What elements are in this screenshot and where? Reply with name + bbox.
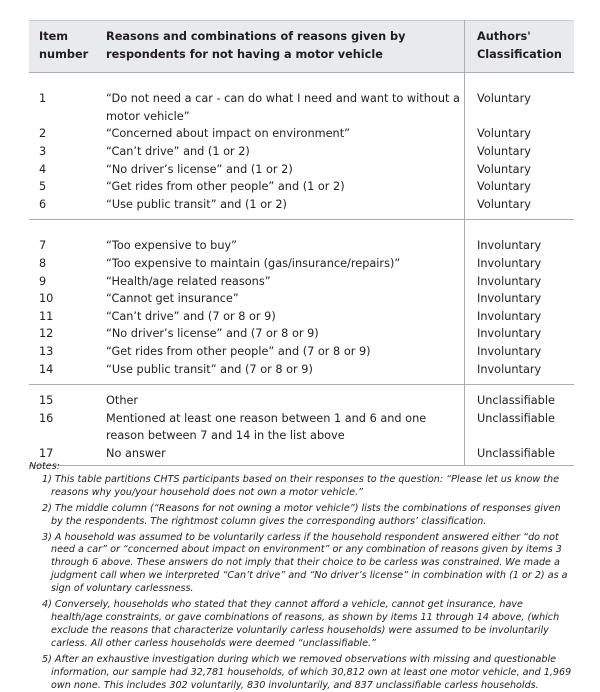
reason-cell: “Use public transit” and (1 or 2) [104,196,465,220]
item-number-cell: 13 [39,344,54,358]
table-row [29,361,574,385]
classification-cell: Involuntary [477,309,542,323]
item-number-cell: 15 [39,394,54,408]
classification-cell: Voluntary [477,180,531,194]
header-item-number: Item number [39,30,89,61]
item-number-cell: 8 [39,256,47,270]
item-number-cell: 16 [39,411,54,425]
table-row [29,178,574,196]
item-number-cell: 11 [39,309,54,323]
reason-cell: “Get rides from other people” and (1 or 2) [104,178,465,196]
item-number-cell: 12 [39,327,54,341]
item-number-cell: 1 [39,92,47,106]
classification-cell: Voluntary [477,197,531,211]
note-item: 1) This table partitions CHTS participants based on their responses to the question: “Please let us know the reasons why you/your household does not own a motor vehicle.” [42,473,559,498]
note-item: 2) The middle column (“Reasons for not owning a motor vehicle”) lists the combinations of responses given by the respondents. The rightmost column gives the corresponding authors’ classification. [42,502,561,527]
item-number-cell: 3 [39,144,47,158]
table-group-voluntary [29,73,574,220]
item-number-cell: 2 [39,127,47,141]
table-row [29,343,574,361]
reason-cell: “Too expensive to maintain (gas/insurance/repairs)” [104,255,465,273]
reason-cell: No answer [104,445,465,466]
classification-cell: Involuntary [477,327,542,341]
reason-cell: “Concerned about impact on environment” [104,125,465,143]
classification-cell: Voluntary [477,162,531,176]
table-row [29,220,574,255]
classification-cell: Unclassifiable [477,411,555,425]
reason-cell: “Can’t drive” and (1 or 2) [104,143,465,161]
reason-cell: “Can’t drive” and (7 or 8 or 9) [104,308,465,326]
notes-heading: Notes: [29,461,60,472]
item-number-cell: 4 [39,162,47,176]
classification-cell: Voluntary [477,127,531,141]
reason-cell: “No driver’s license” and (7 or 8 or 9) [104,325,465,343]
classification-cell: Involuntary [477,274,542,288]
header-classification: Authors' Classification [477,30,562,61]
classification-table [29,20,574,466]
table-row [29,273,574,291]
table-row [29,308,574,326]
notes-list [29,474,574,692]
note-item: 5) After an exhaustive investigation during which we removed observations with missing and questionable information, our sample had 32,781 households, of which 30,812 own at least one motor vehicle, and 1,969 own none. This includes 302 voluntarily, 830 involuntarily, and 837 unclassifiable carless households. [42,653,572,691]
notes-section [29,461,574,692]
table-group-involuntary [29,220,574,385]
item-number-cell: 14 [39,362,54,376]
note-item: 4) Conversely, households who stated that they cannot afford a vehicle, cannot get insurance, have health/age constraints, or gave combinations of reasons, as shown by items 11 through 14 above, (which exclude the reasons that characterize voluntarily carless households) were assumed to be involuntarily carless. All other carless households were deemed “unclassifiable.” [42,599,560,649]
classification-cell: Unclassifiable [477,446,555,460]
item-number-cell: 17 [39,446,54,460]
reason-cell: “Do not need a car - can do what I need and want to without a motor vehicle” [104,73,465,126]
item-number-cell: 9 [39,274,47,288]
item-number-cell: 6 [39,197,47,211]
table-row [29,410,574,445]
table-row [29,73,574,126]
classification-cell: Involuntary [477,239,542,253]
item-number-cell: 10 [39,292,54,306]
table-header-row [29,21,574,73]
table-row [29,255,574,273]
classification-cell: Involuntary [477,344,542,358]
item-number-cell: 7 [39,239,47,253]
reason-cell: “Too expensive to buy” [104,220,465,255]
classification-cell: Involuntary [477,362,542,376]
reason-cell: “No driver’s license” and (1 or 2) [104,161,465,179]
table-row [29,143,574,161]
table-row [29,125,574,143]
classification-cell: Unclassifiable [477,394,555,408]
reason-cell: “Get rides from other people” and (7 or 8 or 9) [104,343,465,361]
reason-cell: “Cannot get insurance” [104,290,465,308]
table-row [29,196,574,220]
item-number-cell: 5 [39,180,47,194]
classification-cell: Voluntary [477,144,531,158]
classification-cell: Voluntary [477,92,531,106]
reason-cell: “Use public transit” and (7 or 8 or 9) [104,361,465,385]
reason-cell: “Health/age related reasons” [104,273,465,291]
table-row [29,161,574,179]
table-group-unclassifiable [29,385,574,466]
table-row [29,385,574,410]
table-row [29,325,574,343]
reason-cell: Other [104,385,465,410]
header-reasons: Reasons and combinations of reasons given by respondents for not having a motor vehicle [104,21,465,73]
reason-cell: Mentioned at least one reason between 1 and 6 and one reason between 7 and 14 in the list above [104,410,465,445]
table-row [29,290,574,308]
note-item: 3) A household was assumed to be voluntarily carless if the household respondent answered either “do not need a car” or “concerned about impact on environment” or any combination of reasons given by items 3 through 6 above. These answers do not imply that their choice to be carless was constrained. We made a judgment call when we interpreted “Can’t drive” and “No driver’s license” in combination with (1 or 2) as a sign of voluntary carlessness. [42,531,568,595]
classification-cell: Involuntary [477,292,542,306]
classification-cell: Involuntary [477,256,542,270]
